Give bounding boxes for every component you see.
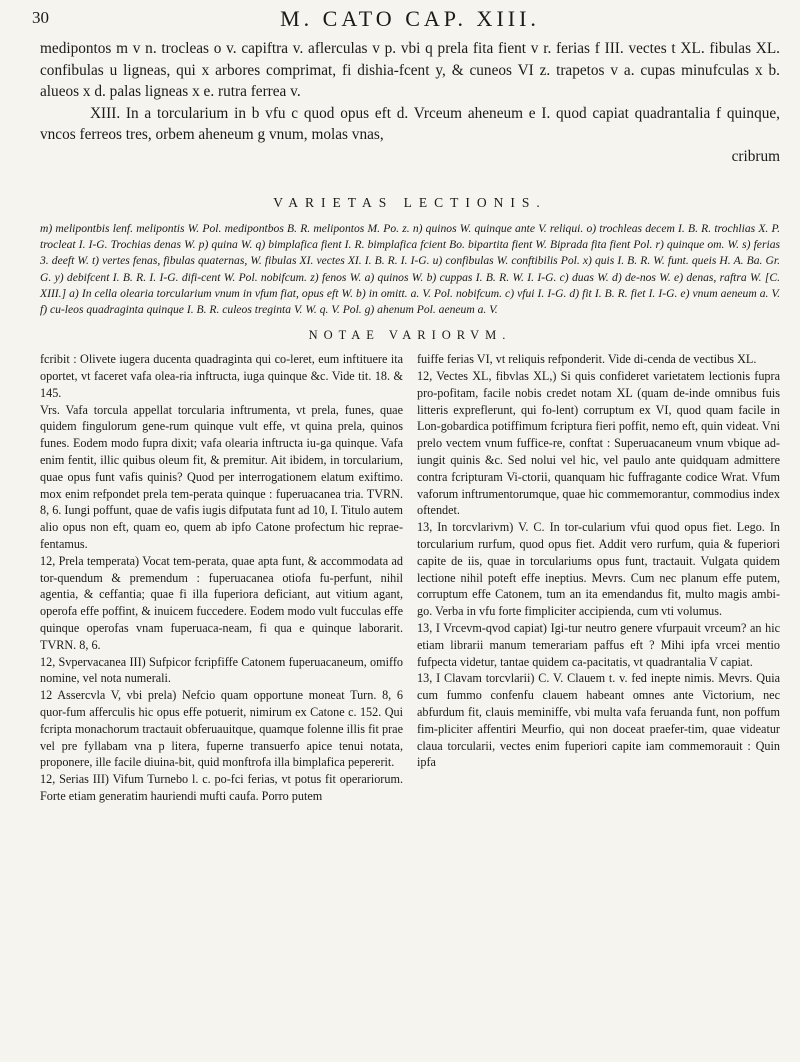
note-paragraph: 12 Assercvla V, vbi prela) Nefcio quam opportune moneat Turn. 8, 6 quor-fum afferculis hic opus effe potuerit, nimirum ex Catone c. 152. Qui fcripta monachorum tractauit obferuauitque, quamque folenne illis fit prae vel pre fyllabam vna p litera, fuperne transuerfo apice tenui notata, proponere, ille facile diuina-bit, quid monftrofa illa bimplafica pepererit. (40, 688, 403, 770)
note-paragraph: 13, I Vrcevm-qvod capiat) Igi-tur neutro genere vfurpauit vrceum? an hic etiam librarii manum temerariam paffus eft ? Mihi ipfa vrcei mentio fufpecta videtur, tantae quidem ca-pacitatis, vt quadrantalia V capiat. (417, 620, 780, 669)
notae-left-column (40, 351, 403, 805)
note-paragraph: 12, Svpervacanea III) Sufpicor fcripfiffe Catonem fuperuacaneum, omiffo nomine, vel nota numerali. (40, 654, 403, 686)
variae-lectiones-title: VARIETAS LECTIONIS. (273, 195, 547, 210)
notae-right-column (417, 351, 780, 805)
note-paragraph: fuiffe ferias VI, vt reliquis refponderit. Vide di-cenda de vectibus XL. (417, 352, 757, 367)
note-paragraph: 12, Serias III) Vifum Turnebo l. c. po-fci ferias, vt potus fit operariorum. Forte etiam generatim hauriendi mufti caufa. Porro putem (40, 772, 403, 803)
main-paragraph-2-end: cribrum (731, 147, 780, 165)
page-header (32, 0, 780, 38)
note-paragraph: 12, Prela temperata) Vocat tem-perata, quae apta funt, & accommodata ad tor-quendum & premendum : fuperuacanea otiofa fu-perfunt, nihil agentia, & ceffantia; quae fi illa fuperiora deficiant, aut vitium agant, operofa effe poffint, & inuicem fuccedere. Eodem modo vult fucculas effe quinque operofas vnam fuperuaca-neam, fi qua e quinque laborarit. TVRN. 8, 6. (40, 553, 403, 652)
note-paragraph: 13, In torcvlarivm) V. C. In tor-cularium vfui quod opus fiet. Lego. In torcularium rurfum, quod opus fiet. Addit vero rurfum, quia & fuperiori capite de iis, quae in torculariums opus funt, tractauit. Vulgata quidem lectione nihil poteft effe ineptius. Mevrs. Cum nec planum effe putem, corruptum effe Catonem, tum an ita emendandus fit, multo magis ambi-go. Verba in vfu forte fimpliciter accipienda, cum vti volumus. (417, 520, 780, 619)
note-paragraph: 12, Vectes XL, fibvlas XL,) Si quis confideret varietatem lectionis fupra pro-pofitam, facile nobis credet notam XL (quam de-inde omnibus fuis litteris expreflerunt, qui fo-lent) corruptum ex VI, quod quam facile in Lon-gobardica potiffimum fcriptura fieri poffit, nemo eft, quin videat. Vni prelo vectem vnum fuffice-re, conftat : Superuacaneum vnum vbique ad-iungit quinis &c. Sed nolui vel hic, vel paulo ante quidquam admittere contra fcripturam Vi-ctorii, quanquam hic fuffragante codice Wrat. Vfum vaforum inftrumentorumque, quae hic commemorantur, commodius index oftendet. (417, 369, 780, 518)
notae-variorum-title: NOTAE VARIORVM. (308, 328, 512, 343)
note-paragraph: fcribit : Olivete iugera ducenta quadraginta qui co-leret, eum inftituere ita oportet, vt faceret vafa olea-ria inftructa, iuga quinque &c. Vide tit. 18. & 145. (40, 352, 403, 400)
main-paragraph-1: medipontos m v n. trocleas o v. capiftra v. aflerculas v p. vbi q prela fita fient v r. ferias f III. vectes t XL. fibulas XL. confibulas u ligneas, qui x arbores comprimat, fi dishia-fcent y, & cuneos VI z. trapetos v a. cupas minufculas x b. alueos x d. palas ligneas x e. rutra ferrea v. (40, 40, 780, 100)
notae-columns (40, 351, 780, 805)
variae-lectiones-text: m) melipontbis lenf. melipontis W. Pol. medipontbos B. R. melipontos M. Po. z. n) quinos W. quinque ante V. reliqui. o) trochleas decem I. B. R. trochlias X. P. trocleat I. I-G. Trochias denas W. p) quina W. q) bimplafica fient I. R. bimplafica fcient Bo. bipartita fient W. Biprada fita fient Pol. r) quinque om. W. s) ferias 3. deeft W. t) vertes fenas, fibulas quaternas, W. fibulas XI. vectes XI. I. B. R. I. I-G. u) confibulas W. conftibilis Pol. x) quis I. B. R. W. funt. queis H. A. Ba. Gr. G. y) debifcent I. B. R. I. I-G. difi-cent W. Pol. nobifcum. z) fenos W. a) quinos W. b) cuppas I. B. R. W. I. I-G. c) duas W. d) de-nos W. e) denas, raftra W. [C. XIII.] a) In cella olearia torcularium vnum in vfum fiat, opus eft W. b) in omitt. a. V. Pol. nobifcum. c) vfui I. I-G. d) fit I. B. R. fiet I. I-G. e) vnum aeneum a. V. f) cu-leos quadraginta quinque I. B. R. culeos treginta V. W. q. V. Pol. g) ahenum Pol. aeneum a. V. (40, 222, 780, 317)
main-text (40, 38, 780, 167)
running-head: M. CATO CAP. XIII. (280, 6, 540, 31)
note-paragraph: Vrs. Vafa torcula appellat torcularia inftrumenta, vt prela, funes, quae quidem fingulorum gene-rum quinque vult effe, vt quina prela, quinos funes. Eodem modo fupra dixit; vafa olearia inftructa iu-ga quinque. Vafa enim fentit, illic quibus oleum fit, & premitur. Ait ibidem, in torcularium, quae opus funt vafis quinis? Quod per interrogationem elatum exiftimo. mox enim refpondet prela tem-perata quinque : fuperuacanea tria. TVRN. 8, 6. Iungi poffunt, quae de vafis iugis difputata funt ad 10, I. Titulo autem alio opus non eft, quam eo, quem ab ipfo Catone profectum hic reprae-fentamus. (40, 402, 403, 551)
note-paragraph: 13, I Clavam torcvlarii) C. V. Clauem t. v. fed inepte nimis. Mevrs. Quia cum fummo confenfu clauem habeant omnes ante Victorium, nec abfurdum fit, clauis meminiffe, vbi multa vafa feruanda funt, non poffum fim-pliciter affentiri Meurfio, qui non doceat praefer-tim, quae videatur claua torcularii, vectes enim fuperiori capite iam commemorauit : Quin ipfa (417, 671, 780, 770)
page-number: 30 (32, 8, 49, 27)
book-page (32, 0, 780, 1062)
main-paragraph-2: XIII. In a torcularium in b vfu c quod opus eft d. Vrceum aheneum e I. quod capiat quadrantalia f quinque, vncos ferreos tres, orbem aheneum g vnum, molas vnas, (40, 104, 780, 143)
